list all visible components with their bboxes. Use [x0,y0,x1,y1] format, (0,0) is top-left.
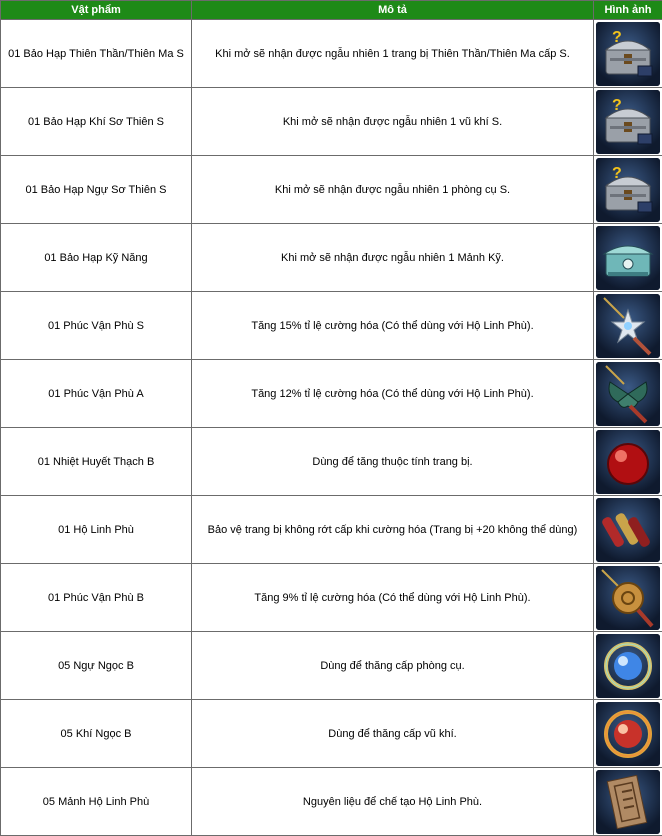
item-name: 01 Bảo Hạp Thiên Thần/Thiên Ma S [1,20,192,88]
item-name: 01 Phúc Vận Phù S [1,292,192,360]
table-row [1,224,662,292]
item-image [594,700,662,768]
item-description: Tăng 12% tỉ lệ cường hóa (Có thể dùng với Hộ Linh Phù). [192,360,594,428]
star-charm-icon [596,294,660,358]
table-row [1,632,662,700]
silver-chest-question-icon [596,22,660,86]
item-description: Khi mở sẽ nhận được ngẫu nhiên 1 phòng cụ S. [192,156,594,224]
red-orb-icon [596,430,660,494]
item-name: 01 Phúc Vận Phù B [1,564,192,632]
header-image: Hình ảnh [594,1,662,20]
item-description: Tăng 15% tỉ lệ cường hóa (Có thể dùng với Hộ Linh Phù). [192,292,594,360]
silver-chest-question-icon [596,90,660,154]
red-gem-icon [596,702,660,766]
item-description: Bảo vệ trang bị không rớt cấp khi cường hóa (Trang bị +20 không thể dùng) [192,496,594,564]
item-image [594,496,662,564]
table-row [1,88,662,156]
silver-chest-question-icon [596,158,660,222]
item-name: 05 Khí Ngọc B [1,700,192,768]
talisman-fragment-icon [596,770,660,834]
item-name: 01 Bảo Hạp Kỹ Năng [1,224,192,292]
table-row [1,700,662,768]
item-description: Khi mở sẽ nhận được ngẫu nhiên 1 trang bị Thiên Thần/Thiên Ma cấp S. [192,20,594,88]
item-image [594,20,662,88]
item-image [594,224,662,292]
svg-text:?: ? [612,97,622,114]
item-image [594,88,662,156]
butterfly-charm-icon [596,362,660,426]
item-name: 01 Hộ Linh Phù [1,496,192,564]
table-row [1,20,662,88]
table-row [1,496,662,564]
item-name: 01 Nhiệt Huyết Thạch B [1,428,192,496]
item-description: Dùng để thăng cấp vũ khí. [192,700,594,768]
svg-text:?: ? [612,29,622,46]
item-description: Tăng 9% tỉ lệ cường hóa (Có thể dùng với Hộ Linh Phù). [192,564,594,632]
table-row [1,156,662,224]
item-image [594,632,662,700]
bronze-charm-icon [596,566,660,630]
svg-text:?: ? [612,165,622,182]
header-description: Mô tả [192,1,594,20]
item-description: Khi mở sẽ nhận được ngẫu nhiên 1 vũ khí S. [192,88,594,156]
item-image [594,156,662,224]
table-row [1,360,662,428]
table-row [1,564,662,632]
item-image [594,360,662,428]
item-name: 01 Bảo Hạp Ngự Sơ Thiên S [1,156,192,224]
table-row [1,768,662,836]
item-name: 01 Bảo Hạp Khí Sơ Thiên S [1,88,192,156]
item-image [594,292,662,360]
item-image [594,428,662,496]
item-name: 01 Phúc Vận Phù A [1,360,192,428]
scroll-bundle-icon [596,498,660,562]
blue-gem-icon [596,634,660,698]
teal-chest-icon [596,226,660,290]
item-description: Khi mở sẽ nhận được ngẫu nhiên 1 Mảnh Kỹ. [192,224,594,292]
item-description: Dùng để tăng thuộc tính trang bị. [192,428,594,496]
item-image [594,564,662,632]
header-row [1,1,662,20]
item-description: Dùng để thăng cấp phòng cụ. [192,632,594,700]
table-row [1,292,662,360]
item-name: 05 Ngự Ngọc B [1,632,192,700]
item-name: 05 Mảnh Hộ Linh Phù [1,768,192,836]
item-image [594,768,662,836]
item-description: Nguyên liệu để chế tạo Hộ Linh Phù. [192,768,594,836]
table-row [1,428,662,496]
header-item: Vật phẩm [1,1,192,20]
